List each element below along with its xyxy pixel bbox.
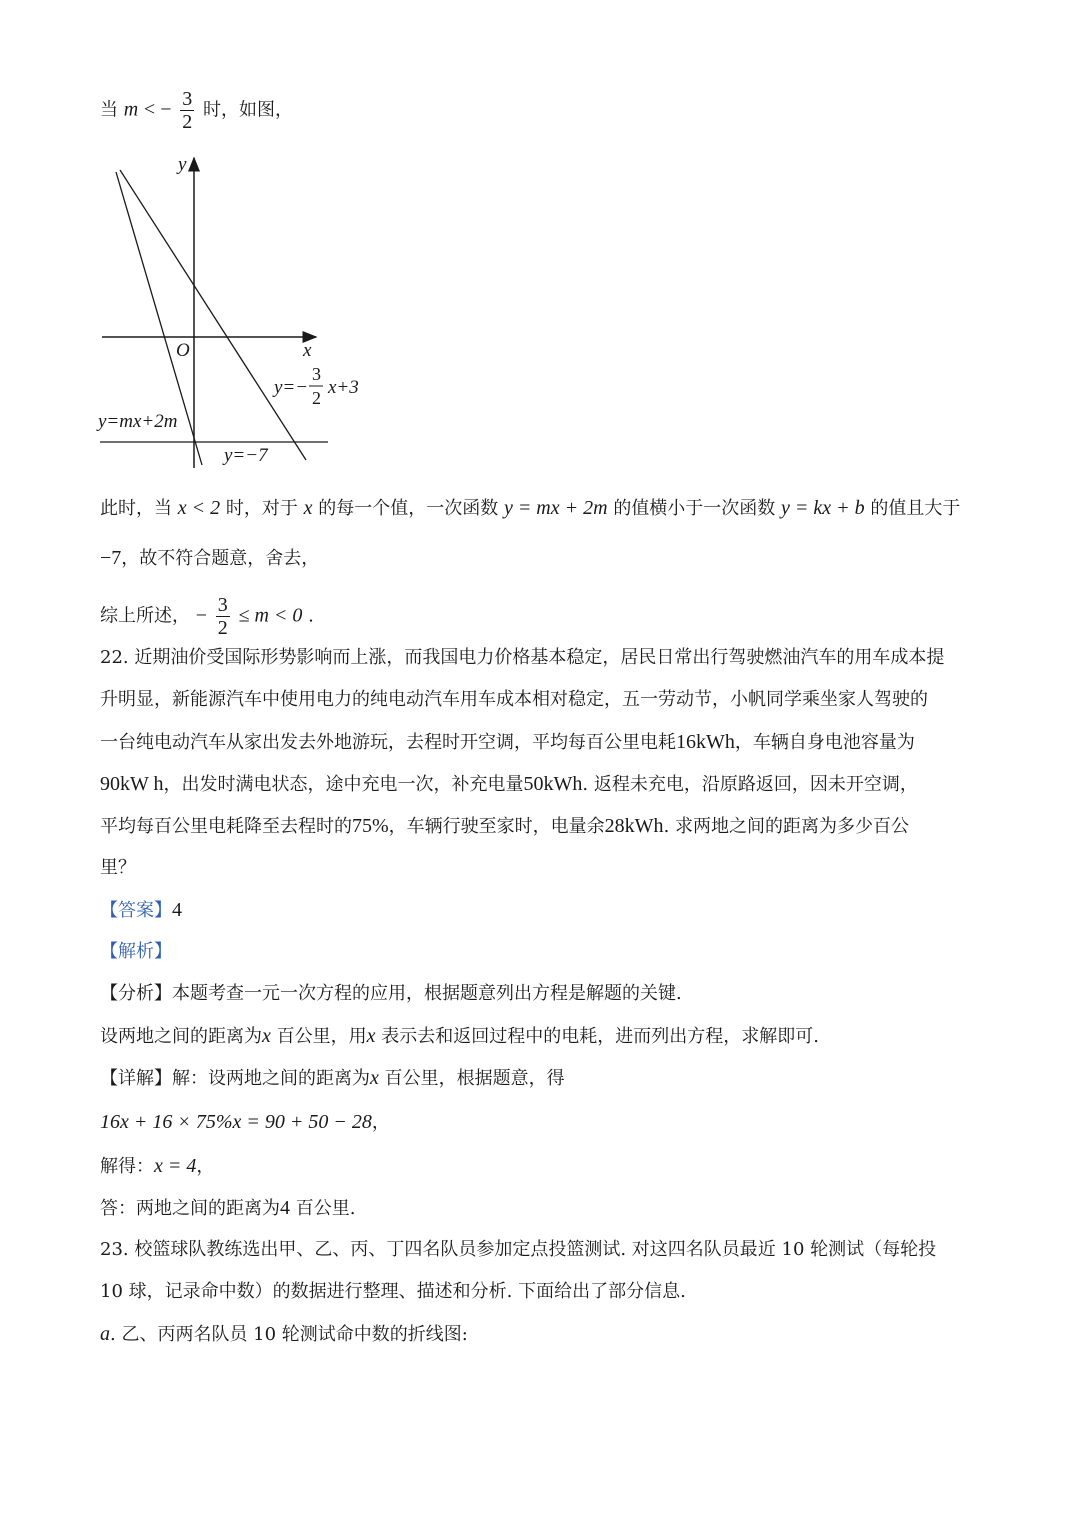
case-lt: < − — [143, 98, 172, 121]
q23-line-1: 23. 校篮球队教练选出甲、乙、丙、丁四名队员参加定点投篮测试. 对这四名队员最近 10 轮测试（每轮投 — [100, 1239, 937, 1260]
s1-c: 的每一个值，一次函数 — [318, 498, 499, 519]
ans-a: 答：两地之间的距离为 — [100, 1198, 280, 1219]
function-graph — [90, 150, 380, 480]
solve-end: ， — [196, 1156, 215, 1177]
sum-tail: ≤ m < 0 — [238, 604, 303, 627]
q22-line-1: 22. 近期油价受国际形势影响而上涨，而我国电力价格基本稳定，居民日常出行驾驶燃油汽车的用车成本提 — [100, 647, 945, 668]
q23-line-2: 10 球，记录命中数）的数据进行整理、描述和分析. 下面给出了部分信息. — [100, 1281, 686, 1302]
q22-line-3 — [100, 730, 915, 755]
s1-f2: y = kx + b — [781, 497, 865, 519]
detail-b: 百公里，根据题意，得 — [384, 1068, 565, 1089]
solve-line — [100, 1154, 214, 1179]
ans-v: 4 — [280, 1197, 290, 1219]
fenxi-tag: 【分析】 — [100, 983, 172, 1004]
equation-end: ， — [371, 1112, 390, 1133]
s1-f1: y = mx + 2m — [503, 497, 608, 519]
origin-label: O — [176, 340, 190, 361]
ans-b: 百公里. — [295, 1198, 356, 1219]
q23-a-label: a — [100, 1323, 110, 1345]
answer-tag: 【答案】 — [100, 900, 172, 921]
summary-line — [100, 594, 314, 639]
detail-line — [100, 1066, 565, 1091]
set-a: 设两地之间的距离为 — [100, 1026, 262, 1047]
fenxi-text: 本题考查一元一次方程的应用，根据题意列出方程是解题的关键. — [172, 983, 682, 1004]
q22-line-6: 里？ — [100, 857, 136, 878]
set-x1: x — [262, 1025, 271, 1047]
answer-value: 4 — [172, 899, 182, 921]
answer-line — [100, 898, 182, 923]
case-frac-num: 3 — [182, 88, 193, 110]
equation-line — [100, 1110, 390, 1135]
case-statement — [100, 88, 293, 133]
s2-val: −7 — [100, 547, 122, 569]
q22-l5-b: ，车辆行驶至家时，电量余 — [388, 816, 605, 837]
q22-l4-v2: 50kWh — [523, 773, 583, 795]
q22-l4-v1: 90kW h — [100, 773, 164, 795]
detail-a: 解：设两地之间的距离为 — [172, 1068, 370, 1089]
s1-cond: x < 2 — [177, 497, 221, 519]
q22-line-4 — [100, 772, 918, 797]
q22-l5-c: . 求两地之间的距离为多少百公 — [663, 816, 910, 837]
q22-line-2: 升明显，新能源汽车中使用电力的纯电动汽车用车成本相对稳定，五一劳动节，小帆同学乘坐家人驾驶的 — [100, 689, 928, 710]
q23-a-text: . 乙、丙两名队员 10 轮测试命中数的折线图: — [110, 1324, 468, 1345]
q22-l3-v: 16kWh — [676, 731, 735, 753]
line1-frac-num: 3 — [312, 364, 321, 384]
sum-end: . — [308, 605, 314, 627]
final-answer-line — [100, 1196, 355, 1221]
q22-l5-v2: 28kWh — [604, 815, 664, 837]
case-fraction — [180, 88, 194, 133]
s1-x: x — [303, 497, 313, 519]
q22-l5-a: 平均每百公里电耗降至去程时的 — [100, 816, 352, 837]
sum-neg: − — [195, 604, 208, 627]
statement-line-1 — [100, 496, 960, 521]
y-axis-label: y — [178, 154, 187, 175]
q22-l4-b: . 返程未充电，沿原路返回，因未开空调， — [582, 774, 918, 795]
set-c: 表示去和返回过程中的电耗，进而列出方程，求解即可. — [381, 1026, 819, 1047]
jiexi-line — [100, 940, 172, 964]
line1-label-b: x+3 — [328, 377, 359, 398]
jiexi-tag: 【解析】 — [100, 941, 172, 962]
s1-a: 此时，当 — [100, 498, 172, 519]
case-frac-den: 2 — [182, 111, 193, 133]
line2-label: y=mx+2m — [98, 411, 178, 432]
q22-line-5 — [100, 814, 909, 839]
case-suffix: 时，如图， — [202, 99, 293, 121]
s1-e: 的值且大于 — [870, 498, 961, 519]
case-var: m — [123, 98, 139, 121]
line3-label: y=−7 — [224, 445, 268, 466]
q22-l3-a: 一台纯电动汽车从家出发去外地游玩，去程时开空调，平均每百公里电耗 — [100, 732, 676, 753]
set-x2: x — [366, 1025, 376, 1047]
solve-a: 解得： — [100, 1156, 154, 1177]
setup-line — [100, 1024, 819, 1049]
s2-text: ，故不符合题意，舍去， — [121, 548, 320, 569]
sum-prefix: 综上所述， — [100, 605, 190, 627]
sum-frac-den: 2 — [217, 617, 228, 639]
s1-b: 时，对于 — [225, 498, 298, 519]
q23-line-3 — [100, 1322, 468, 1347]
case-prefix: 当 — [100, 99, 118, 121]
fenxi-line — [100, 982, 682, 1006]
q22-l4-a: ，出发时满电状态，途中充电一次，补充电量 — [163, 774, 524, 795]
line1-label-a: y=− — [274, 377, 309, 398]
sum-frac-num: 3 — [217, 594, 228, 616]
x-axis-label: x — [303, 340, 312, 361]
s1-d: 的值横小于一次函数 — [613, 498, 776, 519]
set-b: 百公里，用 — [276, 1026, 367, 1047]
solve-eq: x = 4 — [154, 1155, 197, 1177]
equation: 16x + 16 × 75%x = 90 + 50 − 28 — [100, 1111, 372, 1133]
q22-l3-b: ，车辆自身电池容量为 — [734, 732, 915, 753]
detail-tag: 【详解】 — [100, 1068, 172, 1089]
statement-line-2 — [100, 546, 319, 571]
detail-x: x — [370, 1067, 379, 1089]
sum-fraction — [216, 594, 230, 639]
line1-frac-den: 2 — [312, 388, 321, 408]
q22-l5-v1: 75% — [352, 815, 389, 837]
